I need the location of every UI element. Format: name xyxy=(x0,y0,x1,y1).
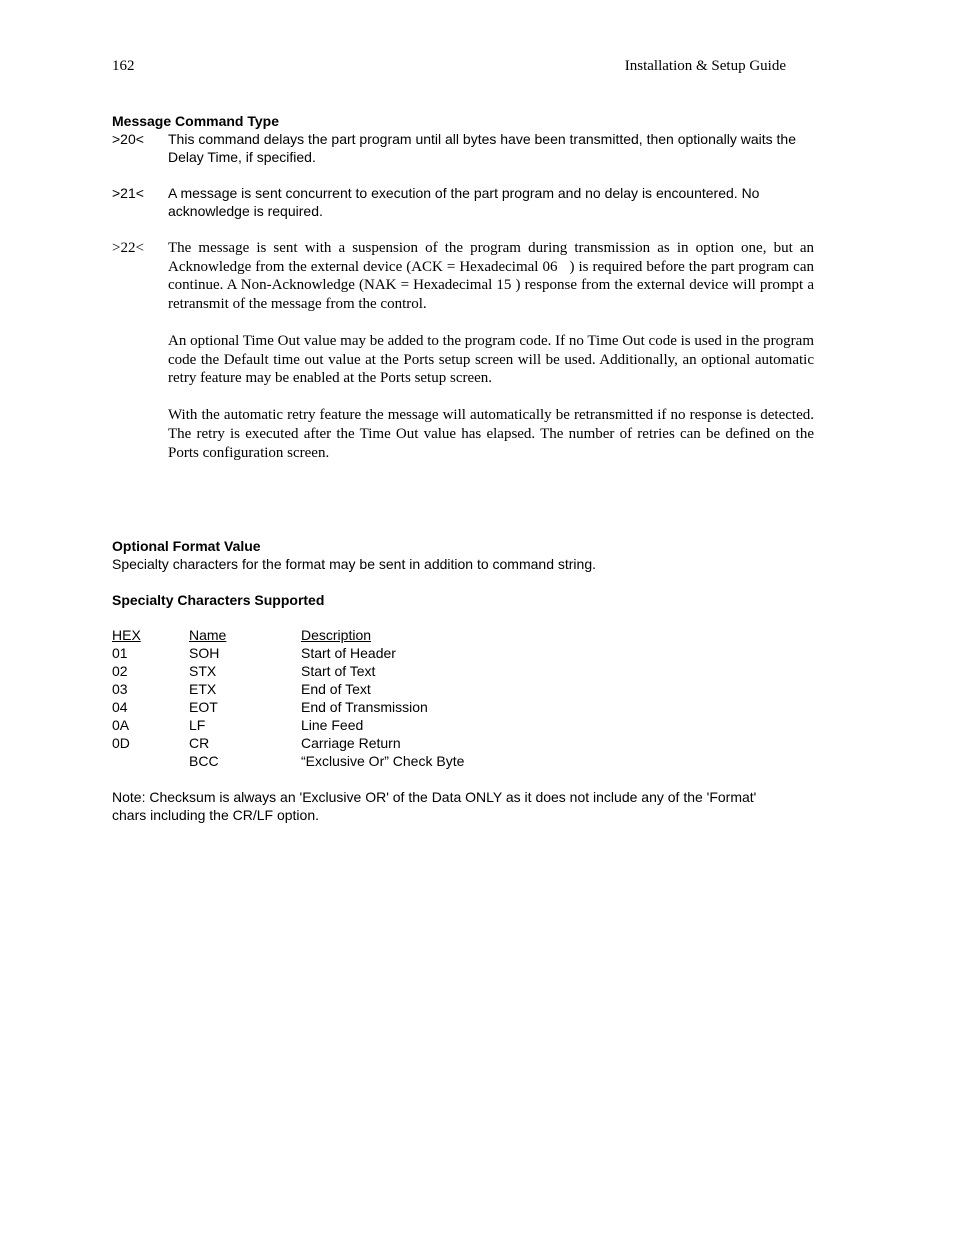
command-item-21 xyxy=(112,184,814,220)
hex-cell: 02 xyxy=(112,663,128,679)
running-header-title: Installation & Setup Guide xyxy=(624,58,786,74)
command-code: >22< xyxy=(112,240,144,256)
name-cell: BCC xyxy=(189,753,219,769)
name-cell: SOH xyxy=(189,645,220,661)
name-cell: STX xyxy=(189,663,217,679)
description-cell: Start of Header xyxy=(301,645,396,661)
command-code: >21< xyxy=(112,185,144,201)
name-cell: CR xyxy=(189,735,210,751)
command-description xyxy=(168,130,814,166)
optional-format-heading: Optional Format Value xyxy=(112,538,261,554)
name-cell: ETX xyxy=(189,681,217,697)
description-cell: End of Text xyxy=(301,681,371,697)
command-code: >20< xyxy=(112,131,144,147)
message-command-heading: Message Command Type xyxy=(112,113,280,129)
command-description xyxy=(168,184,814,220)
description-cell: Start of Text xyxy=(301,663,376,679)
description-cell: End of Transmission xyxy=(301,699,428,715)
command-paragraph: An optional Time Out value may be added to the program code. If no Time Out code is used in the program code the Default time out value at the Ports setup screen will be used. Additionally, an optional automatic retry feature may be enabled at the Ports setup screen. xyxy=(168,332,814,387)
name-cell: EOT xyxy=(189,699,218,715)
description-cell: Carriage Return xyxy=(301,735,401,751)
hex-cell: 04 xyxy=(112,699,128,715)
command-item-20 xyxy=(112,130,814,166)
hex-cell: 03 xyxy=(112,681,128,697)
description-cell: “Exclusive Or” Check Byte xyxy=(301,753,465,769)
optional-format-text: Specialty characters for the format may be sent in addition to command string. xyxy=(112,556,597,572)
hex-cell: 0D xyxy=(112,735,130,751)
specialty-characters-heading: Specialty Characters Supported xyxy=(112,592,325,608)
column-header-name: Name xyxy=(189,627,227,643)
name-cell: LF xyxy=(189,717,206,733)
command-paragraph: With the automatic retry feature the message will automatically be retransmitted if no response is detected. The retry is executed after the Time Out value has elapsed. The number of retries can be defined on the Ports configuration screen. xyxy=(168,407,814,461)
hex-cell: 01 xyxy=(112,645,128,661)
column-header-hex: HEX xyxy=(112,627,141,643)
command-paragraph: A message is sent concurrent to execution of the part program and no delay is encountered. No acknowledge is required. xyxy=(168,185,760,219)
command-paragraph: The message is sent with a suspension of the program during transmission as in option one, but an Acknowledge from the external device (ACK = Hexadecimal 06 ) is required before the part program can continue. A Non-Acknowledge (NAK = Hexadecimal 15 ) response from the external device will prompt a retransmit of the message from the control. xyxy=(168,240,814,312)
hex-cell: 0A xyxy=(112,717,130,733)
description-cell: Line Feed xyxy=(301,717,364,733)
checksum-note: Note: Checksum is always an 'Exclusive OR' of the Data ONLY as it does not include any of the 'Format' chars including the CR/LF option. xyxy=(112,789,757,823)
page-number: 162 xyxy=(112,58,135,74)
command-item-22 xyxy=(112,239,814,462)
column-header-description: Description xyxy=(301,627,372,643)
command-paragraph: This command delays the part program until all bytes have been transmitted, then optionally waits the Delay Time, if specified. xyxy=(168,131,796,165)
command-description xyxy=(168,239,814,462)
